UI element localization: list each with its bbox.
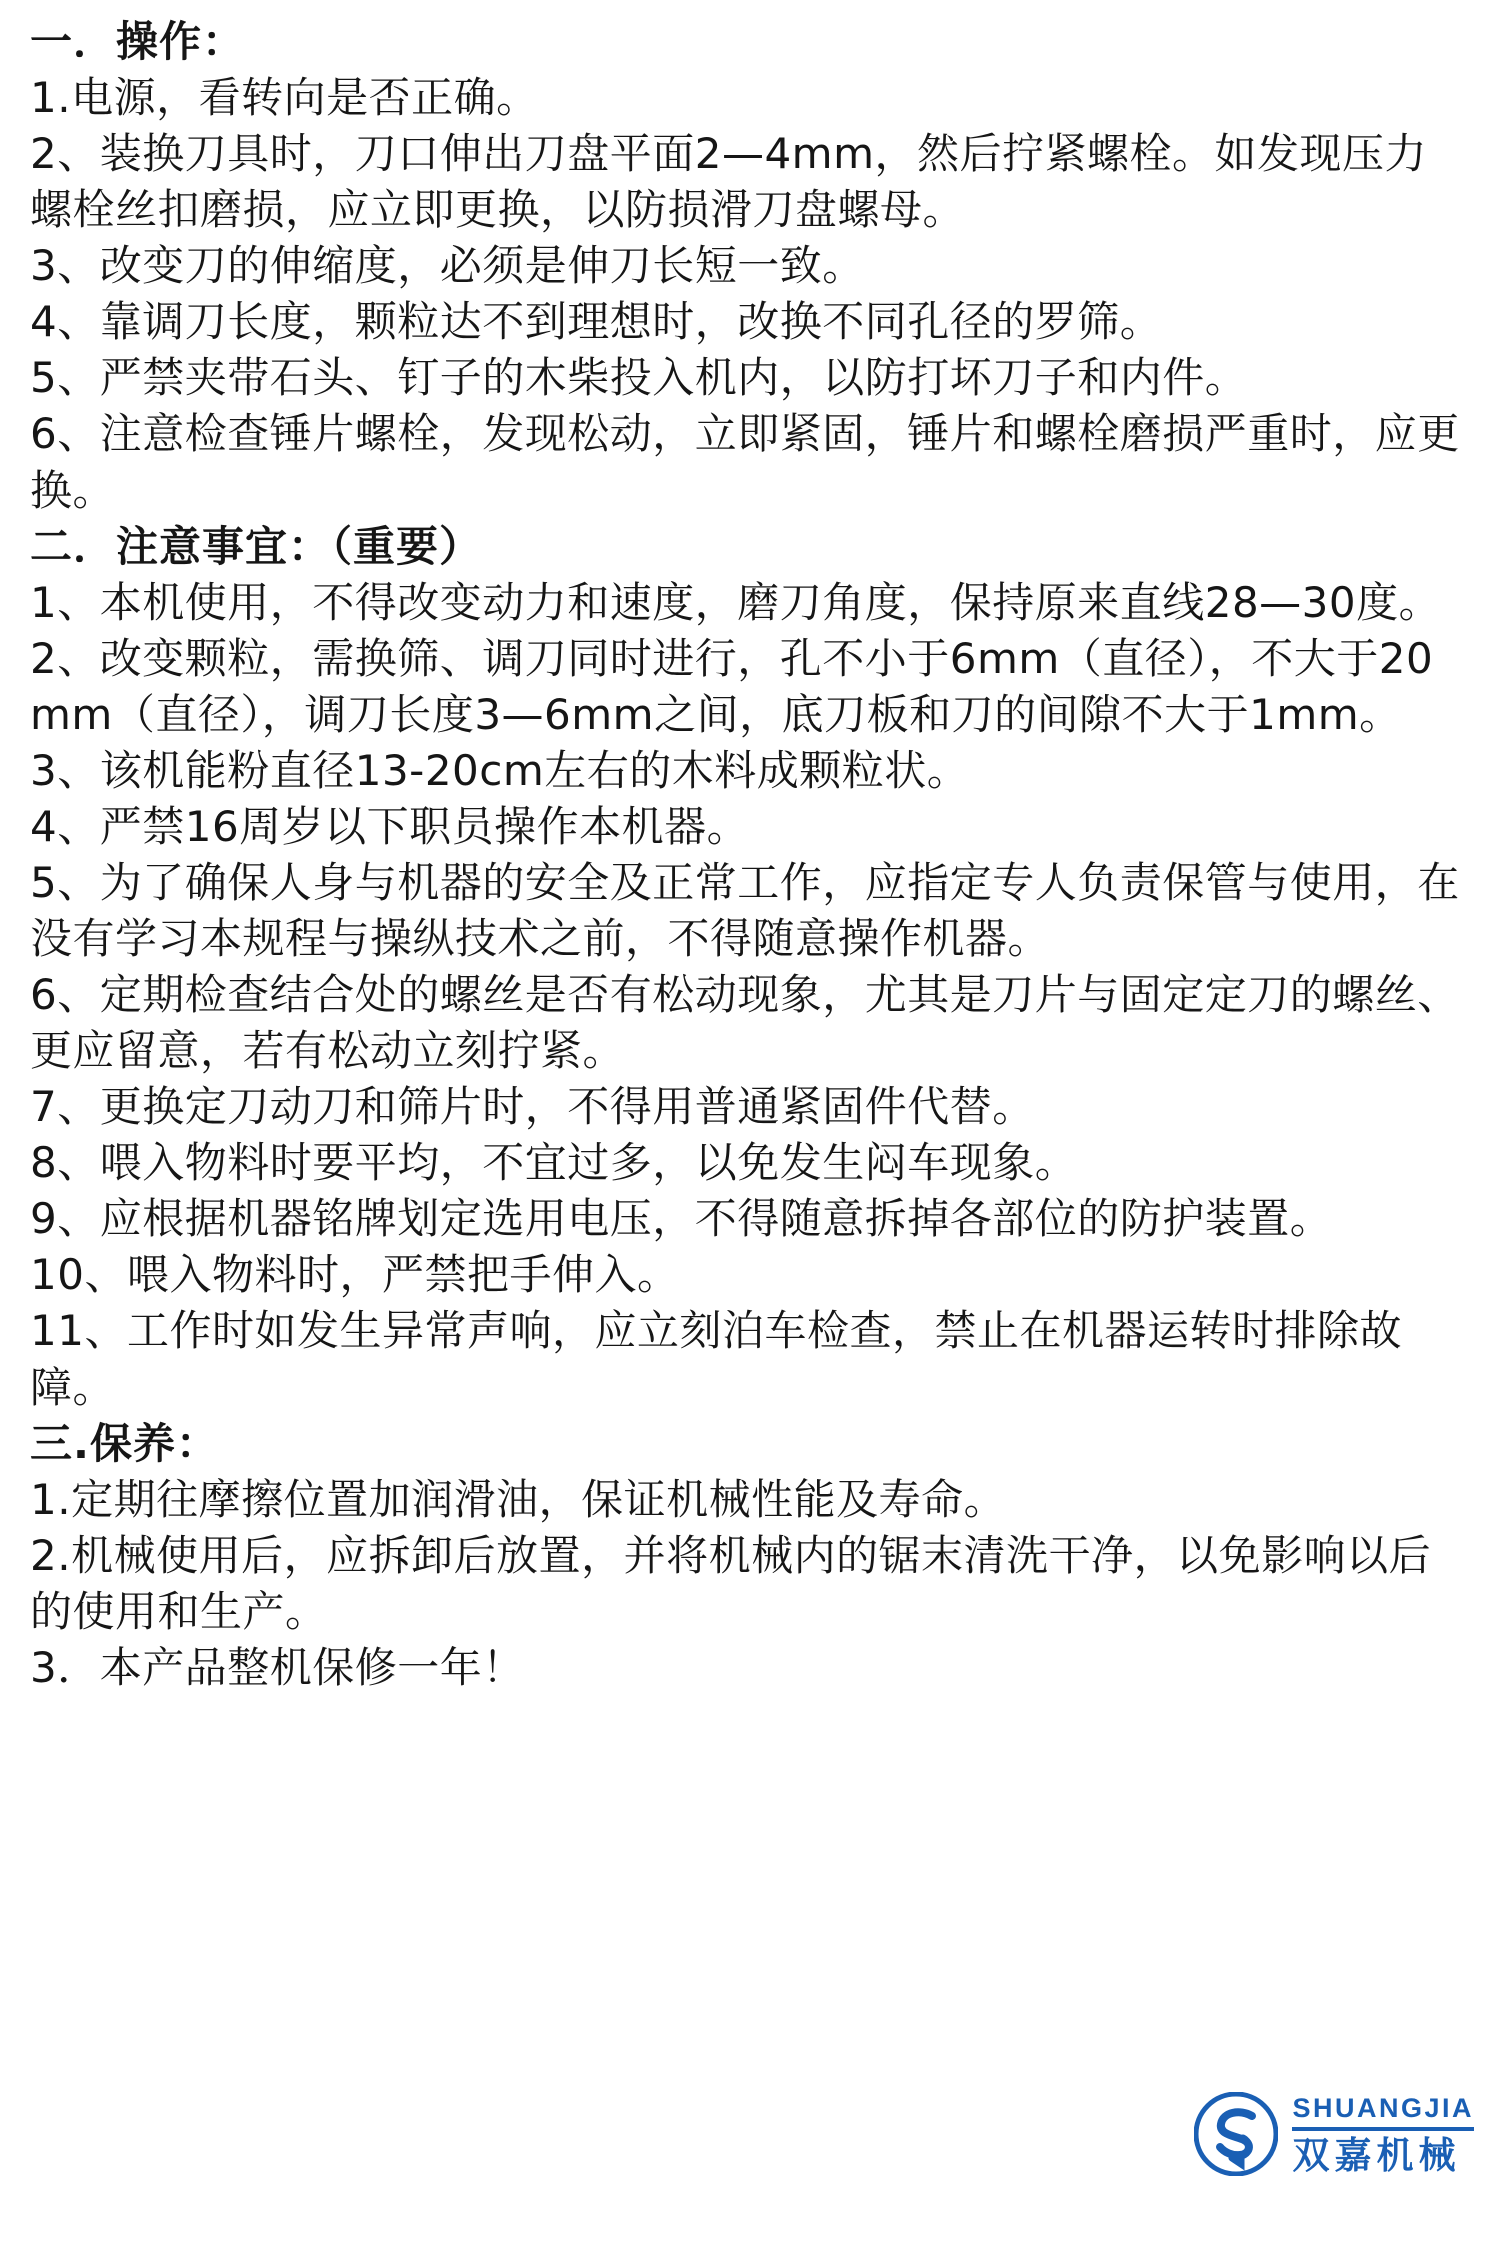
list-item: 6、定期检查结合处的螺丝是否有松动现象，尤其是刀片与固定定刀的螺丝、更应留意，若有松动立刻拧紧。 [30,970,1460,1076]
list-item: 4、靠调刀长度，颗粒达不到理想时，改换不同孔径的罗筛。 [30,297,1163,347]
list-item: 1.定期往摩擦位置加润滑油，保证机械性能及寿命。 [30,1474,1007,1524]
section-heading: 二．注意事宜：（重要） [30,521,483,571]
list-item: 6、注意检查锤片螺栓，发现松动，立即紧固，锤片和螺栓磨损严重时，应更换。 [30,409,1460,515]
list-item: 3．本产品整机保修一年！ [30,1642,525,1692]
list-item: 1、本机使用，不得改变动力和速度，磨刀角度，保持原来直线28—30度。 [30,577,1442,627]
list-item: 3、改变刀的伸缩度，必须是伸刀长短一致。 [30,241,865,291]
list-item: 11、工作时如发生异常声响，应立刻泊车检查，禁止在机器运转时排除故障。 [30,1306,1402,1412]
list-item: 1.电源，看转向是否正确。 [30,73,539,123]
list-item: 2、装换刀具时，刀口伸出刀盘平面2—4mm，然后拧紧螺栓。如发现压力螺栓丝扣磨损，应立即更换，以防损滑刀盘螺母。 [30,129,1427,235]
section-heading: 三.保养： [30,1418,219,1468]
company-logo [1194,2092,1474,2176]
document-body [30,14,1466,1696]
logo-mark-icon [1194,2092,1278,2176]
list-item: 8、喂入物料时要平均，不宜过多，以免发生闷车现象。 [30,1138,1078,1188]
list-item: 2.机械使用后，应拆卸后放置，并将机械内的锯末清洗干净，以免影响以后的使用和生产。 [30,1530,1432,1636]
section-heading: 一．操作： [30,17,246,66]
logo-english-name: SHUANGJIA [1292,2092,1474,2123]
list-item: 4、严禁16周岁以下职员操作本机器。 [30,801,750,851]
logo-text [1292,2092,1474,2177]
list-item: 2、改变颗粒，需换筛、调刀同时进行，孔不小于6mm（直径），不大于20mm（直径），调刀长度3—6mm之间，底刀板和刀的间隙不大于1mm。 [30,633,1434,739]
list-item: 5、为了确保人身与机器的安全及正常工作，应指定专人负责保管与使用，在没有学习本规程与操纵技术之前，不得随意操作机器。 [30,857,1460,963]
list-item: 7、更换定刀动刀和筛片时，不得用普通紧固件代替。 [30,1082,1035,1132]
list-item: 5、严禁夹带石头、钉子的木柴投入机内，以防打坏刀子和内件。 [30,353,1248,403]
list-item: 10、喂入物料时，严禁把手伸入。 [30,1250,680,1300]
logo-chinese-name: 双嘉机械 [1292,2133,1461,2177]
logo-divider [1292,2127,1474,2131]
list-item: 9、应根据机器铭牌划定选用电压，不得随意拆掉各部位的防护装置。 [30,1194,1333,1244]
list-item: 3、该机能粉直径13-20cm左右的木料成颗粒状。 [30,745,970,795]
